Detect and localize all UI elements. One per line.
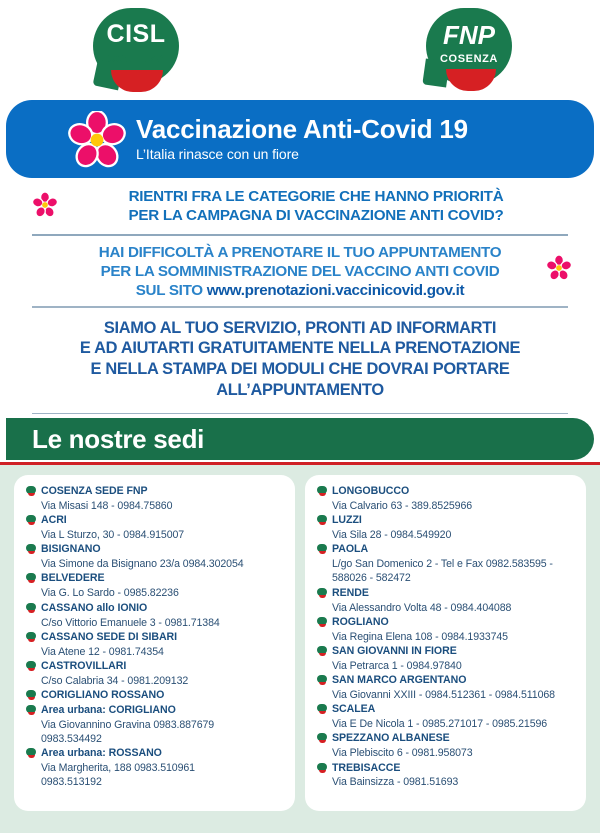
sede-item: [317, 616, 576, 644]
sede-name-label: LUZZI: [332, 514, 362, 527]
sede-item: [317, 645, 576, 673]
bullet-red-shape: [28, 712, 35, 715]
bullet-red-shape: [28, 493, 35, 496]
bullet-red-shape: [319, 551, 326, 554]
sede-address-line-2: 0983.534492: [41, 733, 102, 746]
sede-name-row: [317, 674, 576, 688]
booking-line-1: HAI DIFFICOLTÀ A PRENOTARE IL TUO APPUNTAMENTO: [98, 243, 502, 261]
sede-address-line: C/so Calabria 34 - 0981.209132: [41, 674, 189, 687]
sedi-bar: [6, 418, 594, 460]
bullet-red-shape: [319, 653, 326, 656]
priority-line-2: PER LA CAMPAGNA DI VACCINAZIONE ANTI COVID?: [128, 206, 504, 224]
sede-address-line: Via Alessandro Volta 48 - 0984.404088: [332, 601, 512, 614]
sede-address-line: Via Simone da Bisignano 23/a 0984.302054: [41, 558, 244, 571]
sede-name-label: CASTROVILLARI: [41, 659, 127, 672]
sede-name-row: [317, 587, 576, 601]
sede-address-line-2: 588026 - 582472: [332, 572, 411, 585]
bullet-red-shape: [319, 493, 326, 496]
sede-item: [26, 689, 285, 703]
sede-name-label: BELVEDERE: [41, 572, 105, 585]
bullet-red-shape: [28, 551, 35, 554]
sede-name-label: RENDE: [332, 586, 369, 599]
bullet-red-shape: [28, 610, 35, 613]
sede-name-row: [26, 660, 285, 674]
sede-name-label: SAN GIOVANNI IN FIORE: [332, 644, 457, 657]
booking-url-link[interactable]: www.prenotazioni.vaccinicovid.gov.it: [206, 281, 465, 299]
sede-name-row: [317, 645, 576, 659]
sede-address-line: Via Giovannino Gravina 0983.887679: [41, 718, 215, 731]
sede-name-row: [26, 485, 285, 499]
sede-address-line: C/so Vittorio Emanuele 3 - 0981.71384: [41, 616, 220, 629]
sede-name-row: [317, 485, 576, 499]
sede-name-row: [26, 543, 285, 557]
cisl-bullet-icon: [317, 704, 327, 715]
sede-address-line: L/go San Domenico 2 - Tel e Fax 0982.583595 -: [332, 558, 553, 571]
sedi-card-left: [14, 475, 295, 811]
fnp-logo: [418, 8, 520, 96]
sede-name-row: [317, 514, 576, 528]
sede-item: [26, 485, 285, 513]
logo-red-crescent: [111, 70, 163, 92]
sede-address-line: Via E De Nicola 1 - 0985.271017 - 0985.21596: [332, 718, 548, 731]
bullet-red-shape: [319, 624, 326, 627]
logo-red-crescent: [446, 69, 496, 91]
sede-name-label: ACRI: [41, 514, 67, 527]
cisl-bullet-icon: [317, 763, 327, 774]
service-line-4: ALL’APPUNTAMENTO: [216, 381, 384, 400]
cisl-bullet-icon: [26, 661, 36, 672]
sede-address-line: Via Regina Elena 108 - 0984.1933745: [332, 630, 508, 643]
sede-address-line: Via Petrarca 1 - 0984.97840: [332, 659, 462, 672]
sede-name-label: ROGLIANO: [332, 615, 389, 628]
sede-name-row: [26, 747, 285, 761]
sede-name-label: PAOLA: [332, 543, 369, 556]
cisl-bullet-icon: [317, 733, 327, 744]
sedi-card-right: [305, 475, 586, 811]
booking-line-2: PER LA SOMMINISTRAZIONE DEL VACCINO ANTI COVID: [100, 262, 500, 280]
sede-item: [26, 660, 285, 688]
sede-name-label: CORIGLIANO ROSSANO: [41, 689, 165, 702]
cisl-bullet-icon: [317, 675, 327, 686]
sede-name-label: SAN MARCO ARGENTANO: [332, 674, 467, 687]
sede-address-line: Via Plebiscito 6 - 0981.958073: [332, 747, 473, 760]
sede-item: [26, 747, 285, 789]
booking-message-text: [18, 243, 582, 300]
sedi-red-underline: [0, 462, 600, 465]
cisl-bullet-icon: [26, 632, 36, 643]
sede-name-row: [26, 572, 285, 586]
cisl-logo: [85, 8, 187, 96]
sede-address-line: Via L Sturzo, 30 - 0984.915007: [41, 529, 185, 542]
sede-address-line: Via Bainsizza - 0981.51693: [332, 776, 459, 789]
cisl-bullet-icon: [317, 646, 327, 657]
sede-item: [317, 674, 576, 702]
sede-address-line: Via Calvario 63 - 389.8525966: [332, 499, 473, 512]
sede-address-line: Via Atene 12 - 0981.74354: [41, 645, 164, 658]
sede-address-line: Via Sila 28 - 0984.549920: [332, 529, 452, 542]
cisl-logo-text: CISL: [106, 20, 166, 48]
sede-address-line: Via Giovanni XXIII - 0984.512361 - 0984.511068: [332, 689, 555, 702]
cisl-bullet-icon: [26, 748, 36, 759]
bullet-red-shape: [28, 522, 35, 525]
cisl-bullet-icon: [26, 603, 36, 614]
sede-item: [26, 514, 285, 542]
priority-message-text: [66, 188, 582, 226]
sede-name-row: [317, 732, 576, 746]
sede-address-line-2: 0983.513192: [41, 776, 102, 789]
banner-text-group: [136, 116, 468, 161]
bullet-red-shape: [28, 697, 35, 700]
service-line-2: E AD AIUTARTI GRATUITAMENTE NELLA PRENOTAZIONE: [79, 339, 521, 358]
sede-name-label: TREBISACCE: [332, 761, 401, 774]
sede-name-label: LONGOBUCCO: [332, 484, 410, 497]
divider-3: [32, 413, 568, 415]
message-block-booking: [18, 236, 582, 304]
fnp-logo-text: FNP: [443, 20, 495, 50]
vaccination-banner: [6, 100, 594, 178]
sede-item: [317, 732, 576, 760]
sede-item: [26, 631, 285, 659]
sede-name-label: Area urbana: ROSSANO: [41, 747, 162, 760]
priority-line-1: RIENTRI FRA LE CATEGORIE CHE HANNO PRIORITÀ: [128, 188, 504, 205]
logo-row: [0, 0, 600, 100]
bullet-red-shape: [28, 580, 35, 583]
cisl-bullet-icon: [26, 690, 36, 701]
sede-item: [26, 572, 285, 600]
bullet-red-shape: [319, 711, 326, 714]
sede-item: [317, 514, 576, 542]
sede-name-label: BISIGNANO: [41, 543, 101, 556]
cisl-bullet-icon: [26, 544, 36, 555]
sede-address-line: Via G. Lo Sardo - 0985.82236: [41, 587, 179, 600]
sede-name-label: Area urbana: CORIGLIANO: [41, 703, 176, 716]
sede-item: [317, 587, 576, 615]
sede-name-label: COSENZA SEDE FNP: [41, 484, 148, 497]
sede-item: [317, 543, 576, 585]
cisl-bullet-icon: [26, 486, 36, 497]
sede-address-line: Via Margherita, 188 0983.510961: [41, 762, 195, 775]
sede-item: [26, 704, 285, 746]
sede-item: [317, 485, 576, 513]
sedi-header: [0, 418, 600, 465]
cisl-bullet-icon: [317, 544, 327, 555]
sede-name-row: [317, 543, 576, 557]
service-line-1: SIAMO AL TUO SERVIZIO, PRONTI AD INFORMARTI: [103, 318, 497, 337]
service-message-text: [18, 318, 582, 401]
sede-name-label: CASSANO allo IONIO: [41, 601, 148, 614]
bullet-red-shape: [319, 522, 326, 525]
cisl-logo-subtext: COSENZA: [107, 53, 165, 65]
sede-item: [317, 703, 576, 731]
sede-name-row: [26, 704, 285, 718]
bullet-red-shape: [28, 755, 35, 758]
service-line-3: E NELLA STAMPA DEI MODULI CHE DOVRAI PORTARE: [90, 360, 510, 379]
sede-name-row: [26, 631, 285, 645]
bullet-red-shape: [28, 639, 35, 642]
cisl-bullet-icon: [317, 588, 327, 599]
cisl-bullet-icon: [26, 705, 36, 716]
sedi-title: Le nostre sedi: [32, 423, 205, 454]
messages-section: [0, 178, 600, 414]
sede-name-row: [317, 762, 576, 776]
flower-icon: [546, 255, 572, 281]
sede-item: [26, 543, 285, 571]
message-block-priority: [18, 178, 582, 232]
flower-icon: [32, 192, 58, 218]
sede-name-row: [26, 514, 285, 528]
sede-item: [26, 602, 285, 630]
sede-name-label: CASSANO SEDE DI SIBARI: [41, 630, 178, 643]
fnp-logo-subtext: COSENZA: [440, 53, 498, 65]
sede-item: [317, 762, 576, 790]
cisl-bullet-icon: [317, 617, 327, 628]
sede-name-row: [26, 689, 285, 703]
booking-line-3-prefix: SUL SITO: [135, 281, 207, 299]
booking-line-3: [52, 281, 548, 300]
bullet-red-shape: [28, 668, 35, 671]
banner-subtitle: L’Italia rinasce con un fiore: [136, 145, 299, 162]
sede-name-row: [26, 602, 285, 616]
sede-name-row: [317, 703, 576, 717]
message-block-service: [18, 308, 582, 411]
cisl-bullet-icon: [26, 573, 36, 584]
cisl-bullet-icon: [317, 486, 327, 497]
bullet-red-shape: [319, 770, 326, 773]
sede-name-label: SPEZZANO ALBANESE: [332, 732, 450, 745]
bullet-red-shape: [319, 740, 326, 743]
sedi-panel: [0, 465, 600, 833]
bullet-red-shape: [319, 595, 326, 598]
banner-title: Vaccinazione Anti-Covid 19: [136, 114, 468, 145]
sede-address-line: Via Misasi 148 - 0984.75860: [41, 499, 173, 512]
sede-name-row: [317, 616, 576, 630]
cisl-bullet-icon: [317, 515, 327, 526]
bullet-red-shape: [319, 682, 326, 685]
cisl-bullet-icon: [26, 515, 36, 526]
flower-icon: [68, 111, 126, 169]
sede-name-label: SCALEA: [332, 703, 376, 716]
